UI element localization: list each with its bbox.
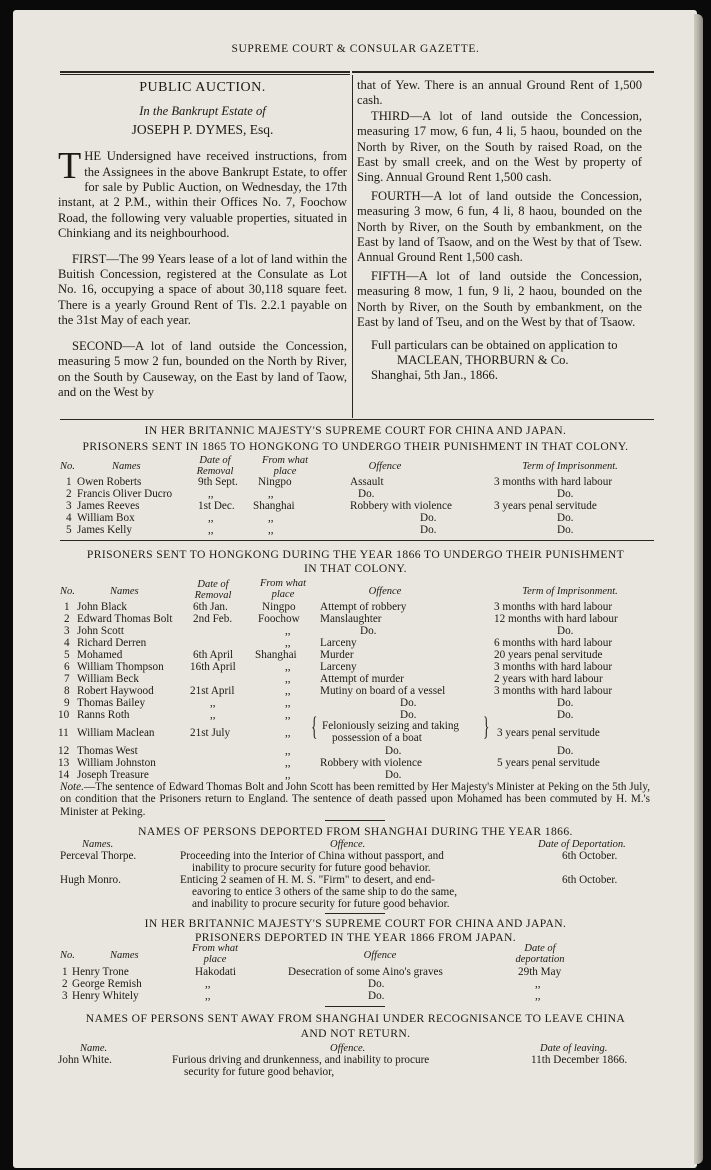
table2-note: Note.—The sentence of Edward Thomas Bolt and John Scott has been remitted by Her Majesty's Minister at Peking on the 5th July, on condition that the Prisoners return to England. The sentence of death passed upon Mohamed has been commuted by H. M.'s Minister at Peking. bbox=[60, 781, 650, 818]
top-rule-right bbox=[352, 71, 654, 73]
table1-title: PRISONERS SENT IN 1865 TO HONGKONG TO UNDERGO THEIR PUNISHMENT IN THAT COLONY. bbox=[82, 440, 629, 453]
auction-left-column bbox=[58, 78, 347, 400]
auction-subtitle: In the Bankrupt Estate of bbox=[139, 104, 266, 119]
short-rule bbox=[325, 913, 385, 914]
t4-hdr-offence: Offence bbox=[363, 950, 397, 961]
auction-second-cont: that of Yew. There is an annual Ground Rent of 1,500 cash. bbox=[357, 78, 642, 108]
t5-hdr-date: Date of leaving. bbox=[540, 1043, 608, 1054]
auction-name: JOSEPH P. DYMES, Esq. bbox=[131, 121, 274, 137]
auction-fourth: FOURTH—A lot of land outside the Concession, measuring 3 mow, 6 fun, 4 li, 8 haou, bounded on the North by River, on the South by embankment, on the East by land of Tsaow, and on the West by that of Tsew. Annual Ground Rent 1,500 cash. bbox=[357, 188, 642, 265]
t2-hdr-names: Names bbox=[110, 586, 139, 597]
t2-hdr-no: No. bbox=[60, 586, 75, 597]
top-rule-left-thin bbox=[60, 74, 350, 75]
table2-title-line2: IN THAT COLONY. bbox=[304, 562, 407, 575]
t4-hdr-no: No. bbox=[60, 950, 75, 961]
t1-hdr-place: From what place bbox=[262, 455, 308, 477]
column-divider bbox=[352, 75, 353, 418]
t3-hdr-date: Date of Deportation. bbox=[538, 839, 626, 850]
auction-first: FIRST—The 99 Years lease of a lot of land within the Buitish Concession, registered at the Consulate as Lot No. 16, occupying a space of about 30,118 square feet. There is a yearly Ground Rent of Tls. 2.2.1 payable on the 31st May of each year. bbox=[58, 251, 347, 328]
table5-title-line2: AND NOT RETURN. bbox=[300, 1027, 411, 1040]
short-rule bbox=[325, 820, 385, 821]
table5-title-line1: NAMES OF PERSONS SENT AWAY FROM SHANGHAI UNDER RECOGNISANCE TO LEAVE CHINA bbox=[85, 1012, 626, 1025]
t1-hdr-date: Date of Removal bbox=[196, 455, 234, 477]
running-head: SUPREME COURT & CONSULAR GAZETTE. bbox=[231, 43, 480, 55]
t1-hdr-no: No. bbox=[60, 461, 75, 472]
t5-hdr-offence: Offence. bbox=[330, 1043, 366, 1054]
table4-court-heading: IN HER BRITANNIC MAJESTY'S SUPREME COURT FOR CHINA AND JAPAN. bbox=[144, 917, 567, 930]
t4-hdr-place: From what place bbox=[192, 943, 238, 965]
brace-left: { bbox=[311, 712, 318, 741]
t2-hdr-offence: Offence bbox=[368, 586, 402, 597]
auction-particulars: Full particulars can be obtained on application to bbox=[371, 337, 618, 352]
table4-title: PRISONERS DEPORTED IN THE YEAR 1866 FROM JAPAN. bbox=[194, 931, 517, 944]
t3-hdr-names: Names. bbox=[82, 839, 114, 850]
table3-title: NAMES OF PERSONS DEPORTED FROM SHANGHAI DURING THE YEAR 1866. bbox=[138, 825, 573, 838]
auction-title: PUBLIC AUCTION. bbox=[139, 80, 266, 95]
t4-hdr-names: Names bbox=[110, 950, 139, 961]
page-edge bbox=[694, 14, 703, 1164]
court-heading: IN HER BRITANNIC MAJESTY'S SUPREME COURT FOR CHINA AND JAPAN. bbox=[144, 424, 567, 437]
top-rule-left bbox=[60, 71, 350, 73]
t1-hdr-offence: Offence bbox=[368, 461, 402, 472]
dropcap: T bbox=[58, 145, 82, 188]
section-rule bbox=[60, 419, 654, 420]
t2-hdr-date: Date of Removal bbox=[194, 579, 232, 601]
brace-right: } bbox=[483, 712, 490, 741]
t4-hdr-date: Date of deportation bbox=[515, 943, 565, 965]
table2-title-line1: PRISONERS SENT TO HONGKONG DURING THE YEAR 1866 TO UNDERGO THEIR PUNISHMENT bbox=[86, 548, 625, 561]
auction-intro: THE Undersigned have received instructions, from the Assignees in the above Bankrupt Estate, to offer for sale by Public Auction, on Wednesday, the 17th instant, at 2 P.M., within their Offices No. 7, Foochow Road, the following very valuable properties, situated in Chinkiang and its neighbourhood. bbox=[58, 145, 347, 241]
t1-hdr-term: Term of Imprisonment. bbox=[522, 461, 618, 472]
section-rule bbox=[60, 540, 654, 541]
t2-hdr-place: From what place bbox=[260, 578, 306, 600]
t3-hdr-offence: Offence. bbox=[330, 839, 366, 850]
t5-hdr-name: Name. bbox=[80, 1043, 108, 1054]
auction-firm: MACLEAN, THORBURN & Co. bbox=[397, 352, 569, 367]
auction-third: THIRD—A lot of land outside the Concession, measuring 17 mow, 6 fun, 4 li, 5 haou, bounded on the North by River, on the South by raised Road, on the East by small creek, and on the West by property of Sing. Annual Ground Rent 1,500 cash. bbox=[357, 108, 642, 185]
short-rule bbox=[325, 1006, 385, 1007]
t2-hdr-term: Term of Imprisonment. bbox=[522, 586, 618, 597]
auction-fifth: FIFTH—A lot of land outside the Concession, measuring 8 mow, 1 fun, 9 li, 2 haou, bounded on the North by River, on the South by embankment, on the East by land of Tseu, and on the West by that of Tsaow. bbox=[357, 268, 642, 330]
auction-right-column bbox=[357, 78, 642, 384]
auction-second: SECOND—A lot of land outside the Concession, measuring 5 mow 2 fun, bounded on the North by River, on the South by Causeway, on the East by land of Taow, and on the West by bbox=[58, 338, 347, 399]
auction-place-date: Shanghai, 5th Jan., 1866. bbox=[371, 368, 498, 383]
t1-hdr-names: Names bbox=[112, 461, 141, 472]
